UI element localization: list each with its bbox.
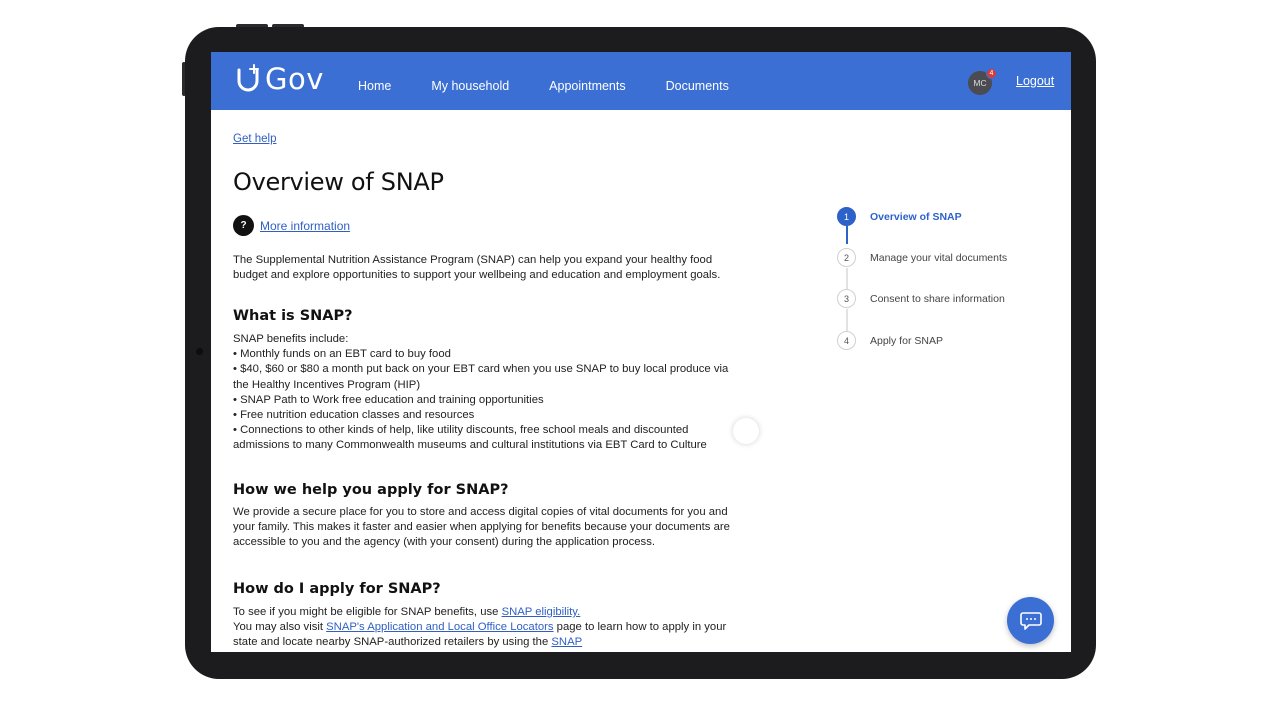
- step-label: Apply for SNAP: [870, 334, 943, 347]
- top-navigation-bar: [211, 52, 1071, 110]
- chat-bubble-icon: [1020, 611, 1042, 631]
- page-title: Overview of SNAP: [233, 168, 444, 196]
- what-is-snap-heading: What is SNAP?: [233, 308, 353, 324]
- app-logo[interactable]: [235, 62, 324, 96]
- step-connector: [846, 309, 848, 332]
- avatar: MC: [968, 71, 992, 95]
- step-connector: [846, 268, 848, 291]
- nav-my-household[interactable]: My household: [431, 79, 510, 93]
- tablet-camera: [196, 348, 203, 355]
- logo-u-icon: [235, 64, 263, 94]
- step-label: Consent to share information: [870, 292, 1005, 305]
- list-item: • SNAP Path to Work free education and training opportunities: [233, 393, 544, 406]
- snap-eligibility-link[interactable]: SNAP eligibility.: [501, 606, 581, 618]
- list-item: • Free nutrition education classes and resources: [233, 409, 475, 422]
- apply-text: To see if you might be eligible for SNAP benefits, use: [233, 606, 502, 618]
- nav-documents[interactable]: Documents: [665, 79, 729, 93]
- snap-locators-link[interactable]: SNAP's Application and Local Office Locators: [326, 621, 554, 634]
- nav-home[interactable]: Home: [358, 79, 392, 93]
- get-help-link[interactable]: Get help: [233, 133, 277, 145]
- more-information-link[interactable]: More information: [260, 218, 351, 233]
- how-to-apply-paragraph: [233, 605, 733, 651]
- more-information-row: [233, 215, 350, 236]
- benefits-list: [233, 332, 733, 454]
- step-number: 3: [837, 289, 856, 308]
- question-icon[interactable]: ?: [233, 215, 254, 236]
- list-item: • Monthly funds on an EBT card to buy food: [233, 348, 451, 361]
- step-number: 2: [837, 248, 856, 267]
- how-we-help-paragraph: We provide a secure place for you to store and access digital copies of vital documents for you and your family. This makes it faster and easier when applying for benefits because your documents are accessible to you and the agency (with your consent) during the application process.: [233, 506, 730, 549]
- step-3[interactable]: [837, 289, 1071, 308]
- benefits-intro: SNAP benefits include:: [233, 333, 349, 345]
- step-label: Overview of SNAP: [870, 210, 962, 223]
- how-to-apply-heading: How do I apply for SNAP?: [233, 581, 441, 597]
- step-number: 1: [837, 207, 856, 226]
- user-avatar-button[interactable]: [968, 71, 992, 95]
- loading-spinner: [733, 418, 759, 444]
- list-item: • $40, $60 or $80 a month put back on your EBT card when you use SNAP to buy local produce via the Healthy Incentives Program (HIP): [233, 363, 729, 391]
- step-connector: [846, 226, 848, 244]
- step-label: Manage your vital documents: [870, 251, 1008, 264]
- step-1[interactable]: [837, 207, 1071, 226]
- chat-button[interactable]: [1007, 597, 1054, 644]
- apply-text: page to learn how to apply in your state and locate nearby SNAP-authorized retailers by using the: [233, 621, 727, 649]
- step-4[interactable]: [837, 331, 1071, 350]
- how-we-help-heading: How we help you apply for SNAP?: [233, 482, 509, 498]
- intro-paragraph: The Supplemental Nutrition Assistance Program (SNAP) can help you expand your healthy food budget and explore opportunities to support your wellbeing and education and employment goals.: [233, 254, 721, 282]
- list-item: • Connections to other kinds of help, like utility discounts, free school meals and discounted admissions to many Commonwealth museums and cultural institutions via EBT Card to Culture: [233, 424, 707, 452]
- logo-text: Gov: [265, 62, 324, 96]
- notification-badge: 4: [986, 68, 997, 79]
- main-nav: [358, 79, 769, 93]
- apply-text: You may also visit: [233, 621, 327, 634]
- snap-retailer-link[interactable]: SNAP: [551, 636, 583, 649]
- tablet-screen: [211, 52, 1071, 652]
- logout-link[interactable]: Logout: [1016, 74, 1055, 88]
- nav-appointments[interactable]: Appointments: [549, 79, 626, 93]
- step-number: 4: [837, 331, 856, 350]
- step-2[interactable]: [837, 248, 1071, 267]
